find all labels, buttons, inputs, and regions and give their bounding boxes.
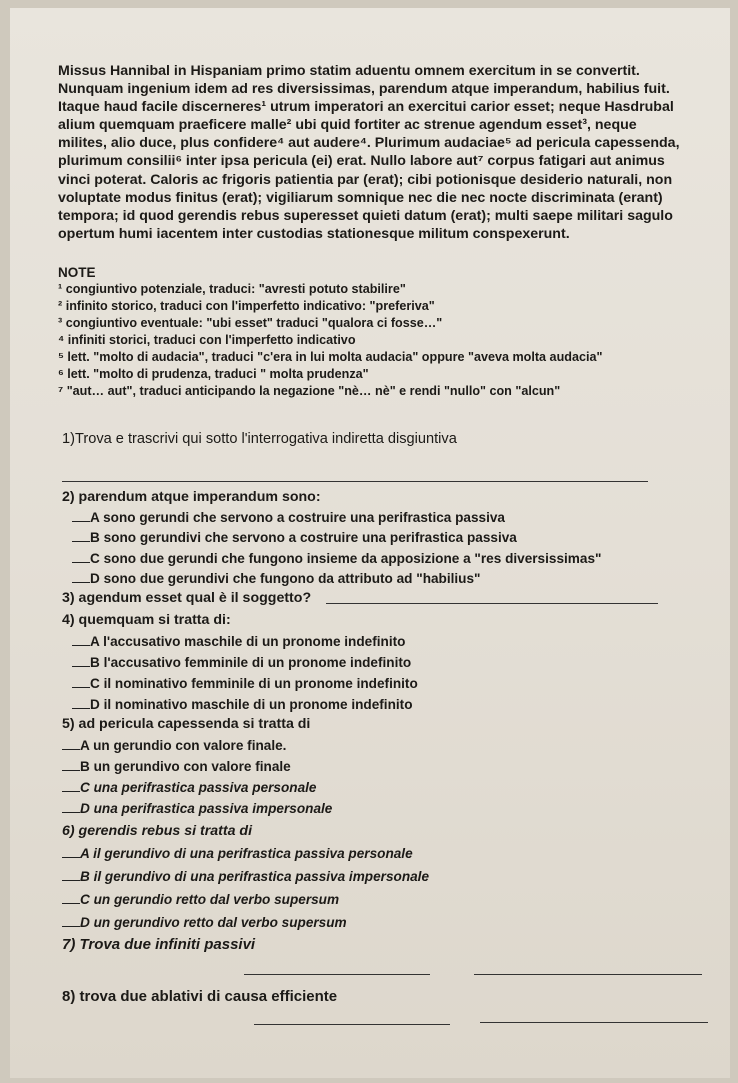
passage-line: Nunquam ingenium idem ad res diversissimas, parendum atque imperandum, habilius fuit. xyxy=(58,81,670,98)
passage-line: tempora; id quod gerendis rebus superesset quieti datum (erat); multi saepe militari sagulo xyxy=(58,207,673,224)
answer-line-q7-a[interactable] xyxy=(244,974,430,975)
option-label: D sono due gerundivi che fungono da attributo ad "habilius" xyxy=(90,571,481,586)
option-label: C sono due gerundi che fungono insieme da apposizione a "res diversissimas" xyxy=(90,551,602,566)
passage-line: voluptate modus finitus (erat); vigiliarum somnique nec die nec nocte discriminata (erant) xyxy=(58,189,663,206)
q2-option-d[interactable] xyxy=(72,570,481,586)
checkbox-blank[interactable] xyxy=(62,800,80,813)
passage-line: plurimum consilii⁶ inter ipsa pericula (ei) erat. Nullo labore aut⁷ corpus fatigari aut animus xyxy=(58,153,665,170)
note-item: ³ congiuntivo eventuale: "ubi esset" traduci "qualora ci fosse…" xyxy=(58,316,443,330)
checkbox-blank[interactable] xyxy=(62,891,80,904)
note-item: ⁶ lett. "molto di prudenza, traduci " molta prudenza" xyxy=(58,367,369,381)
question-8: 8) trova due ablativi di causa efficiente xyxy=(62,988,338,1005)
q4-option-b[interactable] xyxy=(72,654,411,670)
question-3: 3) agendum esset qual è il soggetto? xyxy=(62,590,312,606)
checkbox-blank[interactable] xyxy=(62,868,80,881)
checkbox-blank[interactable] xyxy=(72,570,90,583)
passage-line: Itaque haud facile discerneres¹ utrum imperatori an exercitui carior esset; neque Hasdrubal xyxy=(58,99,674,116)
q5-option-d[interactable] xyxy=(62,800,332,816)
checkbox-blank[interactable] xyxy=(72,529,90,542)
q5-option-c[interactable] xyxy=(62,779,316,795)
checkbox-blank[interactable] xyxy=(62,914,80,927)
option-label: A sono gerundi che servono a costruire una perifrastica passiva xyxy=(90,510,505,525)
q2-option-b[interactable] xyxy=(72,529,517,545)
option-label: B sono gerundivi che servono a costruire una perifrastica passiva xyxy=(90,530,517,545)
answer-line-q1[interactable] xyxy=(62,481,648,482)
q2-option-a[interactable] xyxy=(72,509,505,525)
q5-option-b[interactable] xyxy=(62,758,291,774)
checkbox-blank[interactable] xyxy=(62,845,80,858)
question-2: 2) parendum atque imperandum sono: xyxy=(62,489,321,505)
q4-option-c[interactable] xyxy=(72,675,418,691)
option-label: C il nominativo femminile di un pronome indefinito xyxy=(90,676,418,691)
passage-line: milites, alio duce, plus confidere⁴ aut audere⁴. Plurimum audaciae⁵ ad pericula capessenda, xyxy=(58,135,680,152)
option-label: C un gerundio retto dal verbo supersum xyxy=(80,892,340,907)
question-6: 6) gerendis rebus si tratta di xyxy=(62,823,253,839)
notes-section xyxy=(58,264,718,400)
q6-option-c[interactable] xyxy=(62,891,339,907)
note-item: ¹ congiuntivo potenziale, traduci: "avresti potuto stabilire" xyxy=(58,282,406,296)
q5-option-a[interactable] xyxy=(62,737,286,753)
question-1: 1)Trova e trascrivi qui sotto l'interrogativa indiretta disgiuntiva xyxy=(62,431,457,447)
option-label: C una perifrastica passiva personale xyxy=(80,780,317,795)
q6-option-a[interactable] xyxy=(62,845,413,861)
passage-line: opertum humi iacentem inter custodias stationesque militum conspexerunt. xyxy=(58,225,570,242)
question-7: 7) Trova due infiniti passivi xyxy=(62,936,256,953)
note-item: ² infinito storico, traduci con l'imperfetto indicativo: "preferiva" xyxy=(58,299,435,313)
checkbox-blank[interactable] xyxy=(72,509,90,522)
note-item: ⁴ infiniti storici, traduci con l'imperfetto indicativo xyxy=(58,333,356,347)
checkbox-blank[interactable] xyxy=(62,737,80,750)
option-label: A l'accusativo maschile di un pronome indefinito xyxy=(90,634,406,649)
option-label: B il gerundivo di una perifrastica passiva impersonale xyxy=(80,869,430,884)
option-label: B un gerundivo con valore finale xyxy=(80,759,291,774)
notes-title: NOTE xyxy=(58,265,96,280)
option-label: D una perifrastica passiva impersonale xyxy=(80,801,333,816)
checkbox-blank[interactable] xyxy=(72,550,90,563)
answer-line-q7-b[interactable] xyxy=(474,974,702,975)
option-label: A un gerundio con valore finale. xyxy=(80,738,287,753)
latin-passage xyxy=(58,62,718,243)
checkbox-blank[interactable] xyxy=(72,654,90,667)
q4-option-a[interactable] xyxy=(72,633,405,649)
note-item: ⁷ "aut… aut", traduci anticipando la negazione "nè… nè" e rendi "nullo" con "alcun" xyxy=(58,384,561,398)
checkbox-blank[interactable] xyxy=(72,633,90,646)
option-label: D il nominativo maschile di un pronome indefinito xyxy=(90,697,413,712)
q6-option-d[interactable] xyxy=(62,914,347,930)
answer-line-q8-b[interactable] xyxy=(480,1022,708,1023)
checkbox-blank[interactable] xyxy=(62,758,80,771)
q2-option-c[interactable] xyxy=(72,550,601,566)
option-label: A il gerundivo di una perifrastica passiva personale xyxy=(80,846,413,861)
note-item: ⁵ lett. "molto di audacia", traduci "c'era in lui molta audacia" oppure "aveva molta audacia" xyxy=(58,350,603,364)
passage-line: vinci poterat. Caloris ac frigoris patientia par (erat); cibi potionisque desiderio naturali, non xyxy=(58,171,673,188)
question-5: 5) ad pericula capessenda si tratta di xyxy=(62,716,311,732)
question-4: 4) quemquam si tratta di: xyxy=(62,612,231,628)
option-label: B l'accusativo femminile di un pronome indefinito xyxy=(90,655,412,670)
q6-option-b[interactable] xyxy=(62,868,429,884)
checkbox-blank[interactable] xyxy=(72,696,90,709)
answer-line-q3[interactable] xyxy=(326,603,658,604)
option-label: D un gerundivo retto dal verbo supersum xyxy=(80,915,347,930)
q4-option-d[interactable] xyxy=(72,696,413,712)
passage-line: Missus Hannibal in Hispaniam primo statim aduentu omnem exercitum in se convertit. xyxy=(58,63,640,79)
checkbox-blank[interactable] xyxy=(72,675,90,688)
passage-line: alium quemquam praeficere malle² ubi quid fortiter ac strenue agendum esset³, neque xyxy=(58,117,637,134)
answer-line-q8-a[interactable] xyxy=(254,1024,450,1025)
checkbox-blank[interactable] xyxy=(62,779,80,792)
